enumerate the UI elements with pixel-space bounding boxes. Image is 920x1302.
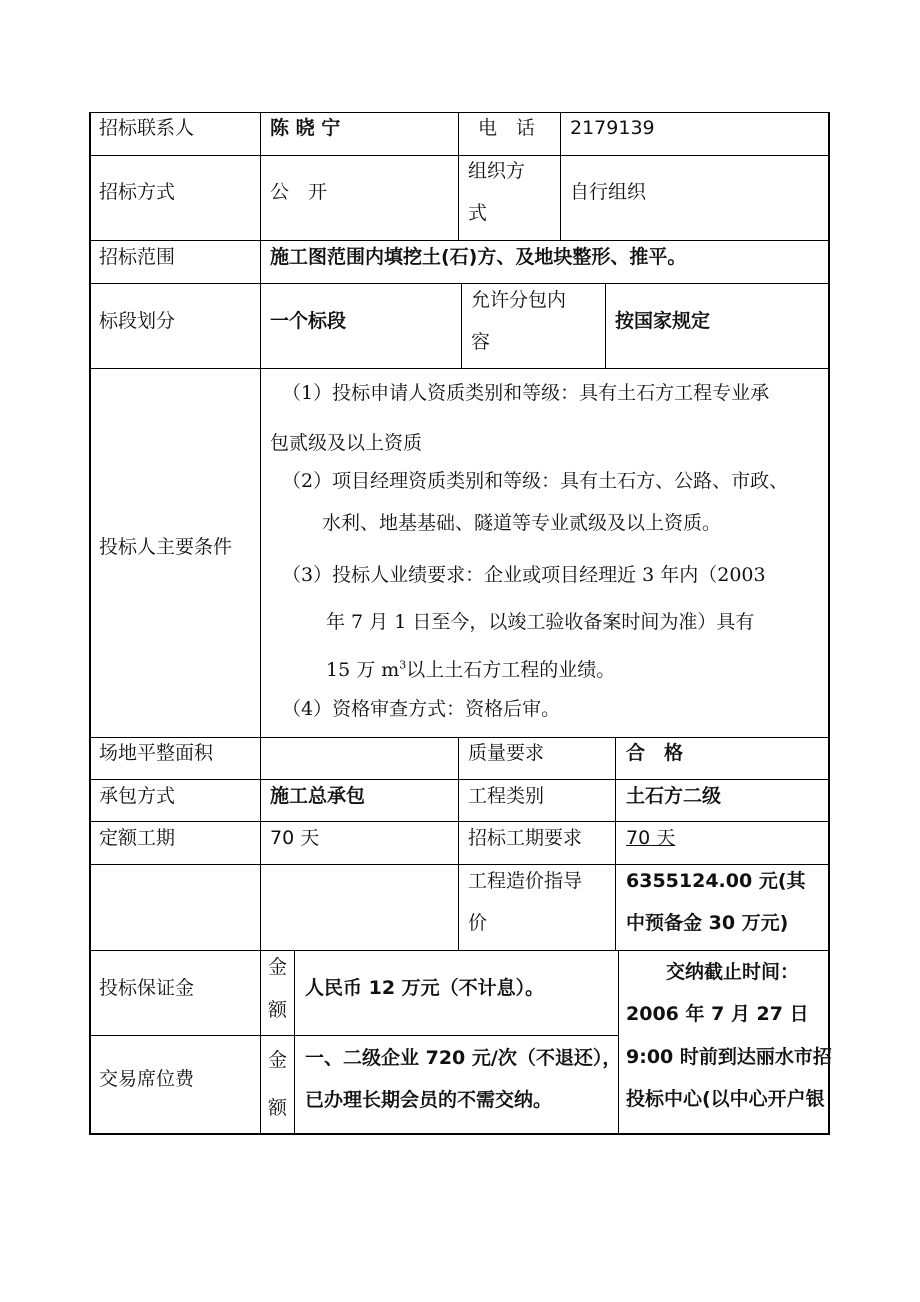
condition-3-line2: 年 7 月 1 日至今，以竣工验收备案时间为准）具有 xyxy=(326,611,755,633)
price-label-line2: 价 xyxy=(468,912,488,934)
deposit-value: 人民币 12 万元（不计息）。 xyxy=(305,977,545,999)
row-divider xyxy=(89,864,830,865)
org-label-line2: 式 xyxy=(468,202,488,224)
row-divider xyxy=(89,950,830,951)
column-divider xyxy=(458,112,459,240)
table-bottom-border xyxy=(89,1133,830,1135)
period-requirement-value: 70 天 xyxy=(626,827,676,849)
condition-4: （4）资格审查方式：资格后审。 xyxy=(282,698,561,720)
column-divider xyxy=(260,112,261,1133)
quality-label: 质量要求 xyxy=(468,742,545,764)
scope-value: 施工图范围内填挖土(石)方、及地块整形、推平。 xyxy=(270,246,687,268)
column-divider xyxy=(615,737,616,950)
row-divider xyxy=(89,155,830,156)
subcontract-label-line2: 容 xyxy=(471,331,491,353)
column-divider xyxy=(458,737,459,950)
period-value: 70 天 xyxy=(270,827,320,849)
section-label: 标段划分 xyxy=(99,310,176,332)
deadline-title: 交纳截止时间： xyxy=(666,961,800,983)
deposit-label: 投标保证金 xyxy=(99,977,195,999)
period-requirement-label: 招标工期要求 xyxy=(468,827,583,849)
column-divider xyxy=(461,283,462,368)
fee-amount-label-line2: 额 xyxy=(268,1097,288,1119)
deposit-amount-label-line2: 额 xyxy=(268,999,288,1021)
column-divider xyxy=(560,112,561,240)
conditions-label: 投标人主要条件 xyxy=(99,536,233,558)
price-value-line2: 中预备金 30 万元) xyxy=(626,912,789,934)
deadline-place-line2: 投标中心(以中心开户银 xyxy=(626,1088,825,1110)
condition-2-line2: 水利、地基基础、隧道等专业贰级及以上资质。 xyxy=(322,512,722,534)
phone-label: 电 话 xyxy=(478,117,536,139)
method-value: 公 开 xyxy=(270,181,328,203)
category-value: 土石方二级 xyxy=(626,785,722,807)
column-divider xyxy=(605,283,606,368)
condition-3-line1: （3）投标人业绩要求：企业或项目经理近 3 年内（2003 xyxy=(282,564,766,586)
fee-amount-label-line1: 金 xyxy=(268,1049,288,1071)
price-label-line1: 工程造价指导 xyxy=(468,870,583,892)
condition-3-line3-post: 以上土石方工程的业绩。 xyxy=(406,659,616,681)
contact-name: 陈 晓 宁 xyxy=(270,117,341,139)
row-divider xyxy=(89,737,830,738)
subcontract-label-line1: 允许分包内 xyxy=(471,289,567,311)
contact-label: 招标联系人 xyxy=(99,117,195,139)
row-divider xyxy=(89,1035,618,1036)
scope-label: 招标范围 xyxy=(99,246,176,268)
fee-value-line1: 一、二级企业 720 元/次（不退还）， xyxy=(305,1047,622,1069)
deposit-amount-label-line1: 金 xyxy=(268,956,288,978)
contract-label: 承包方式 xyxy=(99,785,176,807)
row-divider xyxy=(89,779,830,780)
fee-label: 交易席位费 xyxy=(99,1068,195,1090)
column-divider xyxy=(618,950,619,1133)
subcontract-value: 按国家规定 xyxy=(615,310,711,332)
section-value: 一个标段 xyxy=(270,310,347,332)
deadline-date: 2006 年 7 月 27 日 xyxy=(626,1003,809,1025)
period-label: 定额工期 xyxy=(99,827,176,849)
contract-value: 施工总承包 xyxy=(270,785,366,807)
site-label: 场地平整面积 xyxy=(99,742,214,764)
fee-value-line2: 已办理长期会员的不需交纳。 xyxy=(305,1089,553,1111)
method-label: 招标方式 xyxy=(99,181,176,203)
price-value-line1: 6355124.00 元(其 xyxy=(626,870,806,892)
row-divider xyxy=(89,283,830,284)
quality-value: 合 格 xyxy=(626,742,684,764)
row-divider xyxy=(89,368,830,369)
category-label: 工程类别 xyxy=(468,785,545,807)
phone-value: 2179139 xyxy=(570,117,655,139)
row-divider xyxy=(89,240,830,241)
cubic-superscript: 3 xyxy=(399,658,407,672)
condition-1-line2: 包贰级及以上资质 xyxy=(270,432,423,454)
row-divider xyxy=(89,821,830,822)
condition-3-line3-pre: 15 万 m xyxy=(326,659,400,681)
deadline-place-line1: 9:00 时前到达丽水市招 xyxy=(626,1046,832,1068)
org-label-line1: 组织方 xyxy=(468,160,526,182)
table-right-border xyxy=(828,112,830,1134)
column-divider xyxy=(294,950,295,1133)
condition-2-line1: （2）项目经理资质类别和等级：具有土石方、公路、市政、 xyxy=(282,470,789,492)
org-value: 自行组织 xyxy=(570,181,647,203)
condition-1-line1: （1）投标申请人资质类别和等级：具有土石方工程专业承 xyxy=(282,382,770,404)
condition-3-line3 xyxy=(326,658,615,682)
